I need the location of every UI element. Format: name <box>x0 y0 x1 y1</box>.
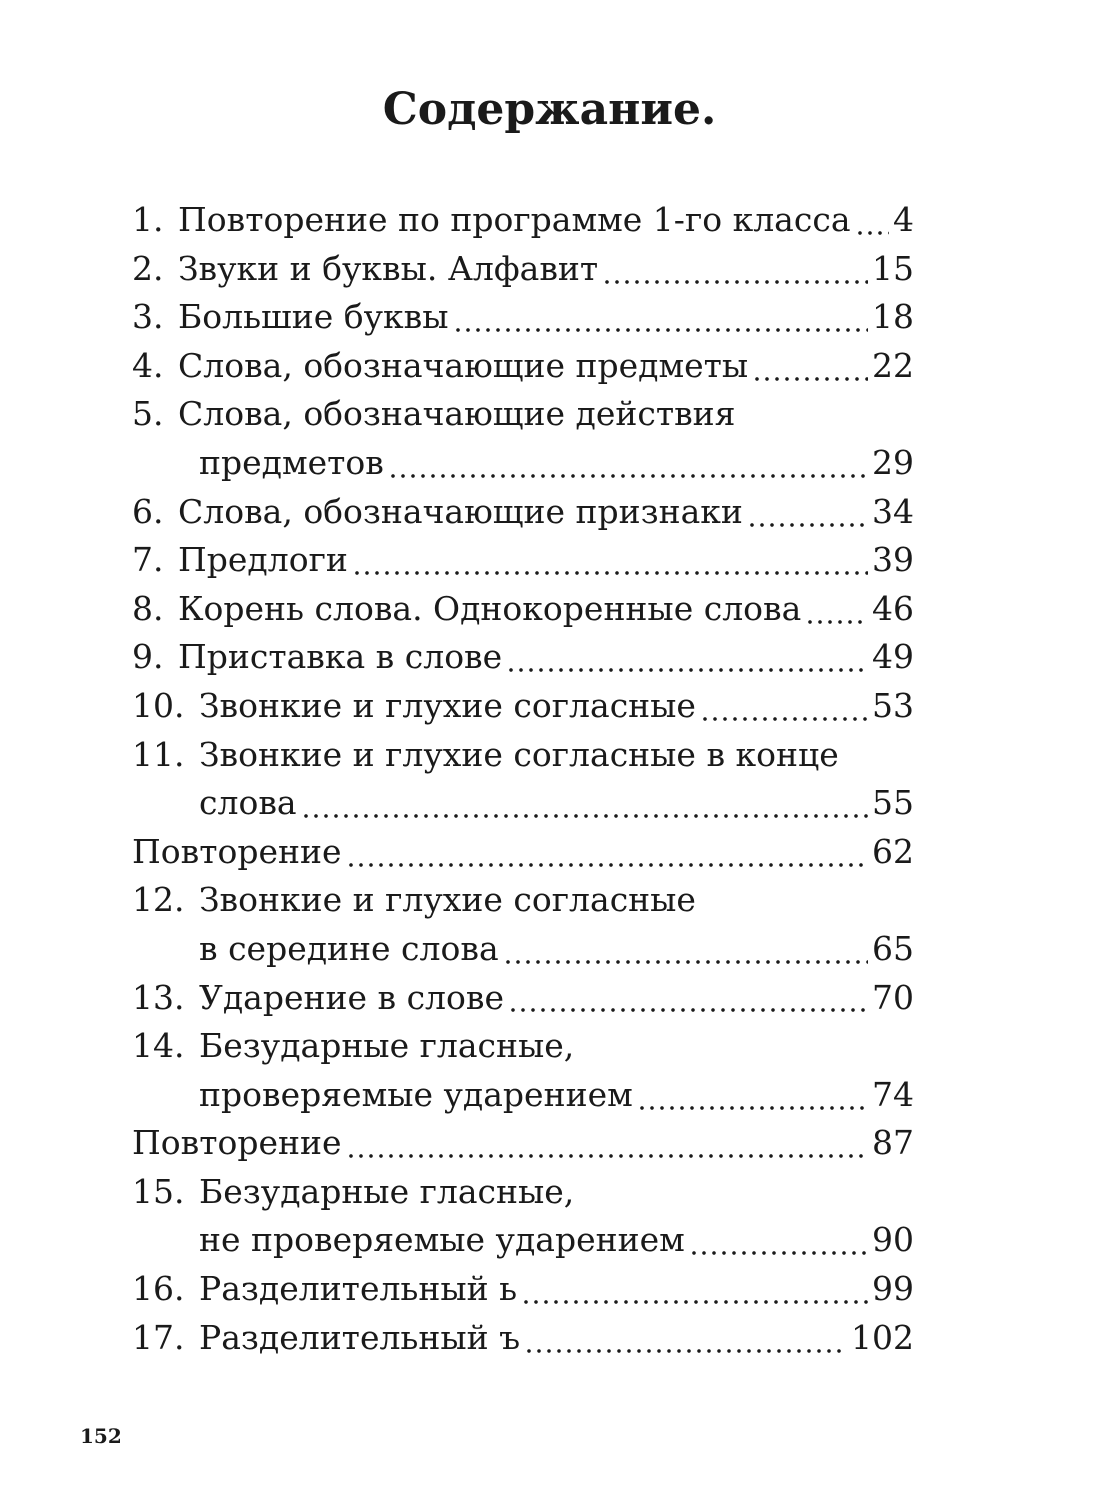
toc-entry-title: предметов <box>199 442 384 482</box>
toc-entry-line <box>132 779 914 828</box>
toc-dot-leader <box>506 640 868 673</box>
toc-entry-number: 1. <box>132 200 164 239</box>
toc-entry-line <box>132 1216 914 1265</box>
toc-entry-line <box>132 245 914 294</box>
toc-entry-line <box>132 731 914 780</box>
toc-entry-line <box>132 633 914 682</box>
toc-entry-line <box>132 1119 914 1168</box>
toc-entry-number: 12. <box>132 880 185 920</box>
table-of-contents <box>132 196 914 1362</box>
toc-entry-page: 22 <box>872 345 914 385</box>
toc-entry-line <box>132 439 914 488</box>
toc-entry-title: Разделительный ь <box>199 1269 518 1309</box>
page-title: Содержание. <box>382 84 717 135</box>
toc-dot-leader <box>346 835 868 868</box>
toc-entry-line <box>132 1265 914 1314</box>
toc-entry-line <box>132 1071 914 1120</box>
toc-entry <box>132 1119 914 1168</box>
toc-entry-title: не проверяемые ударением <box>199 1220 685 1260</box>
toc-entry-page: 34 <box>872 491 914 531</box>
toc-entry-page: 65 <box>872 928 914 968</box>
toc-dot-leader <box>301 786 868 819</box>
toc-entry-title: Большие буквы <box>178 297 449 337</box>
toc-entry-title: Звонкие и глухие согласные <box>199 880 696 920</box>
toc-entry <box>132 245 914 294</box>
toc-dot-leader <box>700 689 868 722</box>
toc-entry-page: 53 <box>872 685 914 725</box>
toc-entry-title: Ударение в слове <box>199 977 504 1017</box>
toc-entry-title: Слова, обозначающие признаки <box>178 491 743 531</box>
toc-entry-line <box>132 536 914 585</box>
toc-entry-line <box>132 488 914 537</box>
toc-entry-number: 2. <box>132 248 164 288</box>
toc-entry-page: 18 <box>872 297 914 337</box>
toc-entry <box>132 1022 914 1119</box>
toc-entry-page: 4 <box>893 200 914 239</box>
toc-entry-line <box>132 342 914 391</box>
toc-entry-line <box>132 390 914 439</box>
toc-entry-number: 17. <box>132 1317 185 1357</box>
toc-dot-leader <box>453 300 869 333</box>
toc-dot-leader <box>752 349 868 382</box>
toc-dot-leader <box>524 1321 847 1354</box>
toc-entry <box>132 974 914 1023</box>
toc-entry-number: 16. <box>132 1269 185 1309</box>
toc-entry <box>132 1265 914 1314</box>
toc-dot-leader <box>855 203 890 236</box>
toc-entry-title: Повторение по программе 1-го класса <box>178 200 851 239</box>
toc-entry-line <box>132 1168 914 1217</box>
toc-entry-title: Звуки и буквы. Алфавит <box>178 248 599 288</box>
toc-entry-number: 15. <box>132 1171 185 1211</box>
toc-entry-page: 46 <box>872 588 914 628</box>
toc-entry-page: 39 <box>872 540 914 580</box>
toc-entry-page: 29 <box>872 442 914 482</box>
toc-entry <box>132 390 914 487</box>
toc-entry-number: 11. <box>132 734 185 774</box>
toc-entry-number: 10. <box>132 685 185 725</box>
toc-dot-leader <box>508 980 868 1013</box>
toc-entry <box>132 1314 914 1363</box>
toc-entry <box>132 488 914 537</box>
toc-entry-page: 49 <box>872 637 914 677</box>
toc-entry-page: 62 <box>872 831 914 871</box>
toc-entry-title: Приставка в слове <box>178 637 503 677</box>
toc-entry-page: 15 <box>872 248 914 288</box>
toc-entry-title: Предлоги <box>178 540 348 580</box>
toc-entry-line <box>132 925 914 974</box>
toc-entry-title: Безударные гласные, <box>199 1171 575 1211</box>
toc-entry-title: Звонкие и глухие согласные в конце <box>199 734 839 774</box>
toc-entry-title: Звонкие и глухие согласные <box>199 685 696 725</box>
toc-entry <box>132 1168 914 1265</box>
toc-entry-title: слова <box>199 783 297 823</box>
toc-entry-line <box>132 585 914 634</box>
toc-entry-title: проверяемые ударением <box>199 1074 633 1114</box>
toc-entry <box>132 633 914 682</box>
toc-entry <box>132 876 914 973</box>
toc-entry-title: Слова, обозначающие действия <box>178 394 736 434</box>
toc-dot-leader <box>805 592 868 625</box>
toc-entry-line <box>132 196 914 245</box>
toc-entry-title: Разделительный ъ <box>199 1317 521 1357</box>
toc-entry <box>132 342 914 391</box>
toc-entry <box>132 828 914 877</box>
toc-entry-number: 13. <box>132 977 185 1017</box>
toc-dot-leader <box>388 446 868 479</box>
toc-dot-leader <box>602 252 868 285</box>
toc-entry-line <box>132 293 914 342</box>
toc-entry <box>132 536 914 585</box>
toc-entry-page: 74 <box>872 1074 914 1114</box>
toc-entry-page: 99 <box>872 1269 914 1309</box>
toc-dot-leader <box>689 1223 868 1256</box>
toc-entry-number: 4. <box>132 345 164 385</box>
toc-entry-page: 87 <box>872 1123 914 1163</box>
toc-dot-leader <box>346 1126 868 1159</box>
toc-entry-title: Повторение <box>132 831 342 871</box>
toc-entry-number: 7. <box>132 540 164 580</box>
toc-dot-leader <box>747 495 868 528</box>
toc-entry-page: 90 <box>872 1220 914 1260</box>
toc-entry-line <box>132 876 914 925</box>
toc-entry <box>132 293 914 342</box>
toc-dot-leader <box>637 1078 868 1111</box>
page-number: 152 <box>80 1424 122 1448</box>
toc-entry-number: 3. <box>132 297 164 337</box>
toc-entry-title: Корень слова. Однокоренные слова <box>178 588 802 628</box>
toc-entry-line <box>132 682 914 731</box>
toc-entry-number: 6. <box>132 491 164 531</box>
toc-entry <box>132 196 914 245</box>
toc-dot-leader <box>521 1272 868 1305</box>
toc-entry-title: Безударные гласные, <box>199 1026 575 1066</box>
toc-entry-number: 9. <box>132 637 164 677</box>
toc-entry-page: 102 <box>851 1317 914 1357</box>
toc-entry-line <box>132 828 914 877</box>
toc-entry <box>132 585 914 634</box>
toc-entry-page: 70 <box>872 977 914 1017</box>
toc-entry <box>132 731 914 828</box>
toc-entry-page: 55 <box>872 783 914 823</box>
toc-entry <box>132 682 914 731</box>
toc-dot-leader <box>503 932 868 965</box>
toc-entry-line <box>132 1022 914 1071</box>
toc-entry-number: 14. <box>132 1026 185 1066</box>
toc-entry-line <box>132 1314 914 1363</box>
toc-dot-leader <box>352 543 868 576</box>
toc-entry-line <box>132 974 914 1023</box>
toc-entry-title: Повторение <box>132 1123 342 1163</box>
toc-entry-title: Слова, обозначающие предметы <box>178 345 749 385</box>
toc-entry-title: в середине слова <box>199 928 499 968</box>
toc-entry-number: 5. <box>132 394 164 434</box>
toc-entry-number: 8. <box>132 588 164 628</box>
